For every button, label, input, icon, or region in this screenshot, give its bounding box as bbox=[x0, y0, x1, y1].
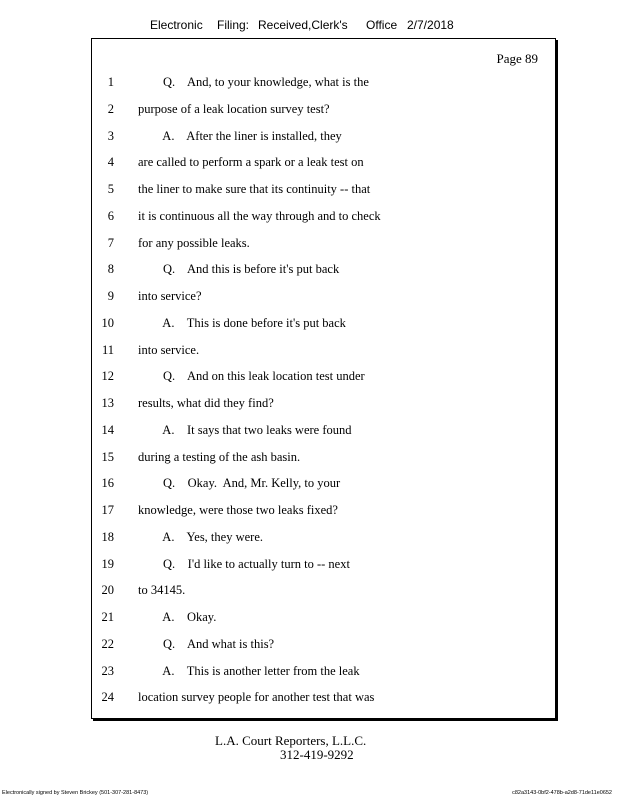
line-text: A. After the liner is installed, they bbox=[138, 128, 342, 143]
line-number: 21 bbox=[101, 610, 114, 624]
transcript-line bbox=[92, 289, 555, 307]
transcript-line bbox=[92, 690, 555, 708]
line-number: 8 bbox=[107, 262, 114, 277]
line-text: knowledge, were those two leaks fixed? bbox=[138, 503, 338, 517]
line-number: 5 bbox=[107, 182, 114, 196]
line-text: A. This is another letter from the leak bbox=[138, 663, 360, 678]
transcript-line bbox=[92, 530, 555, 548]
line-number: 17 bbox=[101, 503, 114, 517]
transcript-line bbox=[92, 637, 555, 655]
line-number: 20 bbox=[101, 583, 114, 598]
line-number: 4 bbox=[107, 155, 114, 170]
line-number: 12 bbox=[101, 369, 114, 384]
document-hash: c82a3143-0bf2-478b-a2d8-71de11e0652 bbox=[512, 790, 612, 796]
transcript-line bbox=[92, 503, 555, 521]
line-number: 18 bbox=[101, 529, 114, 544]
line-text: to 34145. bbox=[138, 583, 186, 598]
filing-header-word: Filing: bbox=[217, 18, 250, 32]
transcript-line bbox=[92, 423, 555, 441]
line-number: 22 bbox=[101, 636, 114, 651]
line-text: during a testing of the ash basin. bbox=[138, 449, 301, 464]
line-number: 3 bbox=[107, 128, 114, 143]
footer-company-name: L.A. Court Reporters, L.L.C. bbox=[215, 733, 367, 748]
line-number: 13 bbox=[101, 396, 114, 410]
transcript-line bbox=[92, 369, 555, 387]
transcript-line bbox=[92, 664, 555, 682]
line-text: Q. Okay. And, Mr. Kelly, to your bbox=[138, 476, 341, 491]
line-number: 11 bbox=[101, 342, 114, 357]
transcript-line bbox=[92, 102, 555, 120]
line-number: 16 bbox=[101, 476, 114, 491]
filing-header-word: 2/7/2018 bbox=[407, 18, 454, 32]
transcript-line bbox=[92, 209, 555, 227]
line-text: the liner to make sure that its continuity -- that bbox=[138, 182, 371, 196]
line-text: it is continuous all the way through and to check bbox=[138, 208, 381, 223]
transcript-line bbox=[92, 583, 555, 601]
transcript-line bbox=[92, 557, 555, 575]
transcript-line bbox=[92, 610, 555, 628]
transcript-line bbox=[92, 476, 555, 494]
filing-header-word: Electronic bbox=[150, 18, 203, 32]
line-text: for any possible leaks. bbox=[138, 235, 250, 250]
transcript-line bbox=[92, 343, 555, 361]
line-number: 15 bbox=[101, 449, 114, 464]
transcript-line bbox=[92, 396, 555, 414]
line-text: A. Okay. bbox=[138, 610, 217, 624]
transcript-line bbox=[92, 129, 555, 147]
filing-header-word: Office bbox=[366, 18, 398, 32]
line-number: 2 bbox=[107, 101, 114, 116]
line-number: 23 bbox=[101, 663, 114, 678]
transcript-line bbox=[92, 155, 555, 173]
line-text: location survey people for another test that was bbox=[138, 690, 375, 705]
line-text: purpose of a leak location survey test? bbox=[138, 101, 330, 116]
line-text: results, what did they find? bbox=[138, 396, 274, 410]
line-number: 14 bbox=[101, 422, 114, 437]
transcript-page bbox=[91, 38, 556, 719]
filing-header-word: Received,Clerk's bbox=[258, 18, 348, 32]
transcript-line bbox=[92, 450, 555, 468]
line-text: A. This is done before it's put back bbox=[138, 315, 346, 330]
line-text: into service. bbox=[138, 342, 200, 357]
line-number: 1 bbox=[107, 75, 114, 89]
line-number: 10 bbox=[101, 315, 114, 330]
transcript-line bbox=[92, 236, 555, 254]
line-number: 24 bbox=[101, 690, 114, 705]
line-number: 19 bbox=[101, 556, 114, 571]
electronic-signature-note: Electronically signed by Steven Brickey (501-307-281-8473) bbox=[2, 790, 149, 796]
line-number: 9 bbox=[107, 289, 114, 303]
line-text: Q. And, to your knowledge, what is the bbox=[138, 75, 369, 89]
line-text: into service? bbox=[138, 289, 202, 303]
transcript-line bbox=[92, 262, 555, 280]
line-text: are called to perform a spark or a leak test on bbox=[138, 155, 364, 170]
transcript-line bbox=[92, 75, 555, 93]
transcript-line bbox=[92, 182, 555, 200]
line-text: Q. And what is this? bbox=[138, 636, 275, 651]
transcript-line bbox=[92, 316, 555, 334]
line-number: 7 bbox=[107, 235, 114, 250]
line-text: A. Yes, they were. bbox=[138, 529, 263, 544]
line-text: Q. And on this leak location test under bbox=[138, 369, 365, 384]
page-number: Page 89 bbox=[496, 51, 538, 66]
line-text: Q. And this is before it's put back bbox=[138, 262, 340, 277]
line-text: A. It says that two leaks were found bbox=[138, 422, 352, 437]
line-number: 6 bbox=[107, 208, 114, 223]
line-text: Q. I'd like to actually turn to -- next bbox=[138, 556, 350, 571]
footer-phone-number: 312-419-9292 bbox=[280, 747, 354, 762]
